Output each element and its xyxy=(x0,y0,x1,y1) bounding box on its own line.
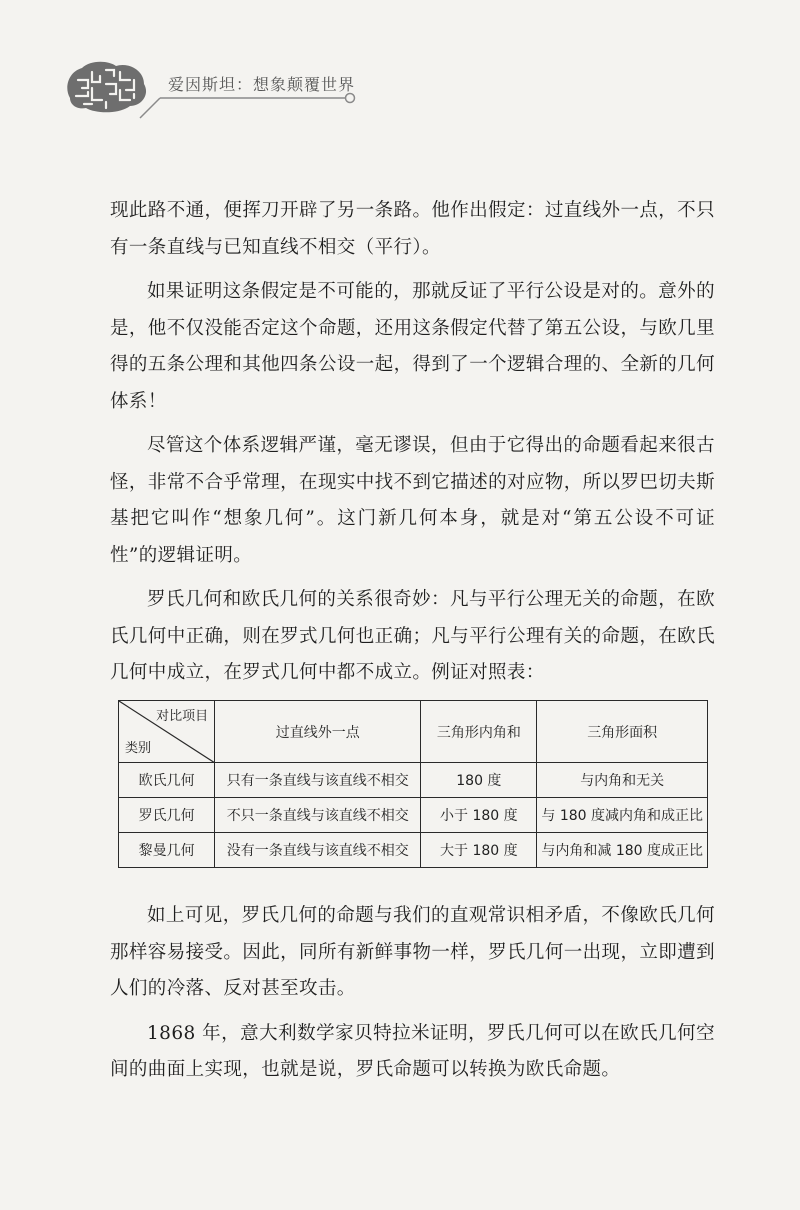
table-cell: 与内角和无关 xyxy=(537,763,708,798)
table-cell: 小于 180 度 xyxy=(421,798,537,833)
corner-label-bottom: 类别 xyxy=(125,741,152,756)
table-header-cell: 三角形面积 xyxy=(537,701,708,763)
paragraph: 罗氏几何和欧氏几何的关系很奇妙：凡与平行公理无关的命题，在欧氏几何中正确，则在罗式几何也正确；凡与平行公理有关的命题，在欧氏几何中成立，在罗式几何中都不成立。例证对照表： xyxy=(110,589,715,683)
table-row-category: 黎曼几何 xyxy=(119,833,215,868)
table-row xyxy=(119,798,708,833)
comparison-table xyxy=(118,700,708,868)
table-row-category: 欧氏几何 xyxy=(119,763,215,798)
paragraph: 尽管这个体系逻辑严谨，毫无谬误，但由于它得出的命题看起来很古怪，非常不合乎常理，在现实中找不到它描述的对应物，所以罗巴切夫斯基把它叫作“想象几何”。这门新几何本身，就是对“第五公设不可证性”的逻辑证明。 xyxy=(110,435,715,566)
table-cell: 没有一条直线与该直线不相交 xyxy=(215,833,421,868)
table-cell: 与内角和减 180 度成正比 xyxy=(537,833,708,868)
table-header-cell: 三角形内角和 xyxy=(421,701,537,763)
running-header-title: 爱因斯坦：想象颠覆世界 xyxy=(168,75,356,94)
table-cell: 只有一条直线与该直线不相交 xyxy=(215,763,421,798)
table-row xyxy=(119,763,708,798)
table-cell: 不只一条直线与该直线不相交 xyxy=(215,798,421,833)
corner-label-top: 对比项目 xyxy=(156,709,209,724)
table-header-row xyxy=(119,701,708,763)
table-cell: 与 180 度减内角和成正比 xyxy=(537,798,708,833)
table-header-cell: 过直线外一点 xyxy=(215,701,421,763)
paragraph: 如果证明这条假定是不可能的，那就反证了平行公设是对的。意外的是，他不仅没能否定这个命题，还用这条假定代替了第五公设，与欧几里得的五条公理和其他四条公设一起，得到了一个逻辑合理的、全新的几何体系！ xyxy=(110,281,715,412)
brain-maze-icon xyxy=(62,58,150,116)
table-cell: 大于 180 度 xyxy=(421,833,537,868)
table-corner-cell xyxy=(119,701,215,763)
text-block-top xyxy=(110,193,715,700)
page-header xyxy=(0,0,800,130)
paragraph: 1868 年，意大利数学家贝特拉米证明，罗氏几何可以在欧氏几何空间的曲面上实现，也就是说，罗氏命题可以转换为欧氏命题。 xyxy=(110,1022,715,1080)
table-row xyxy=(119,833,708,868)
paragraph: 如上可见，罗氏几何的命题与我们的直观常识相矛盾，不像欧氏几何那样容易接受。因此，同所有新鲜事物一样，罗氏几何一出现，立即遭到人们的冷落、反对甚至攻击。 xyxy=(110,905,715,999)
table-row-category: 罗氏几何 xyxy=(119,798,215,833)
paragraph-continued: 现此路不通，便挥刀开辟了另一条路。他作出假定：过直线外一点，不只有一条直线与已知直线不相交（平行）。 xyxy=(110,200,715,258)
text-block-bottom xyxy=(110,898,715,1097)
table-cell: 180 度 xyxy=(421,763,537,798)
